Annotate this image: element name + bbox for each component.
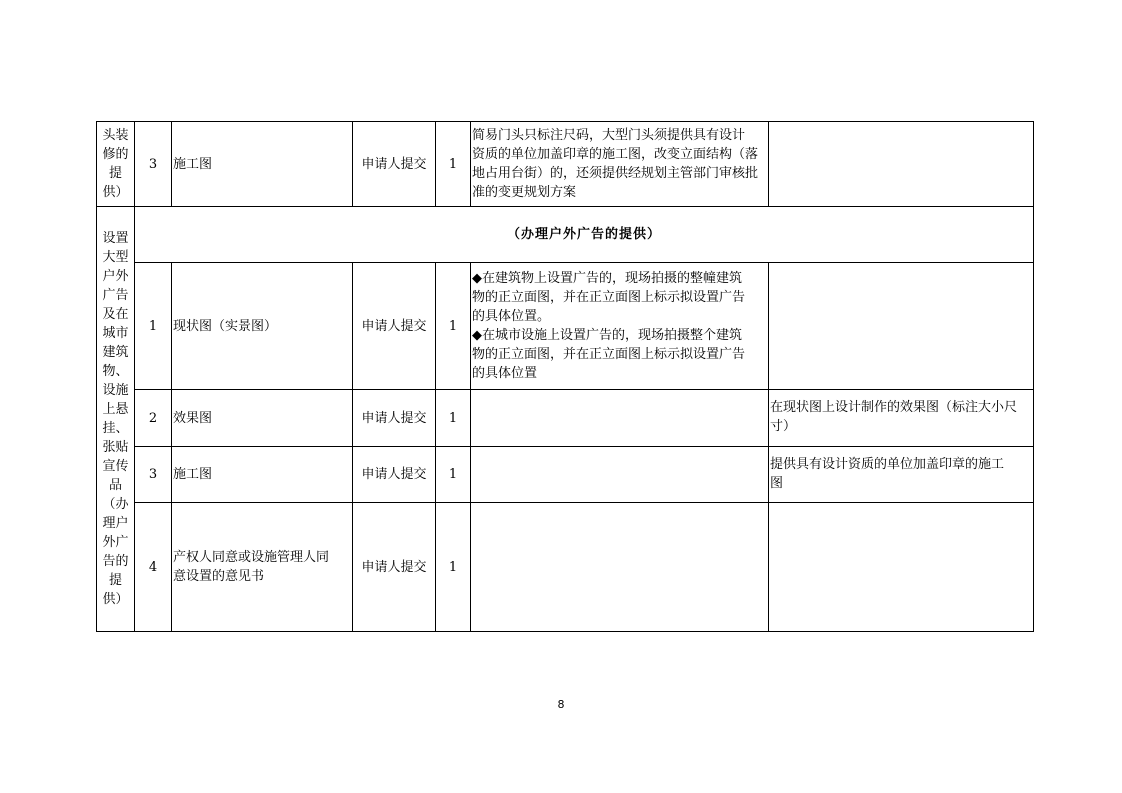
item-source: 申请人提交: [353, 390, 436, 447]
item-source: 申请人提交: [353, 447, 436, 503]
category-cell: 头装 修的 提 供）: [97, 122, 135, 207]
item-quantity: 1: [436, 503, 471, 632]
item-number: 3: [135, 122, 172, 207]
item-number: 2: [135, 390, 172, 447]
item-note: 在现状图上设计制作的效果图（标注大小尺 寸）: [769, 390, 1034, 447]
item-source: 申请人提交: [353, 263, 436, 390]
item-name: 产权人同意或设施管理人同 意设置的意见书: [172, 503, 353, 632]
item-source: 申请人提交: [353, 503, 436, 632]
page-number: 8: [557, 698, 565, 711]
item-requirement: ◆在建筑物上设置广告的，现场拍摄的整幢建筑 物的正立面图，并在正立面图上标示拟设置广告 的具体位置。 ◆在城市设施上设置广告的，现场拍摄整个建筑 物的正立面图，并在正立面图上标示拟设置广告 的具体位置: [471, 263, 769, 390]
item-requirement: [471, 503, 769, 632]
item-number: 3: [135, 447, 172, 503]
item-quantity: 1: [436, 447, 471, 503]
item-note: 提供具有设计资质的单位加盖印章的施工 图: [769, 447, 1034, 503]
item-note: [769, 503, 1034, 632]
item-quantity: 1: [436, 390, 471, 447]
item-number: 1: [135, 263, 172, 390]
item-requirement: 简易门头只标注尺码，大型门头须提供具有设计 资质的单位加盖印章的施工图，改变立面结构（落 地占用台街）的，还须提供经规划主管部门审核批 准的变更规划方案: [471, 122, 769, 207]
item-name: 现状图（实景图）: [172, 263, 353, 390]
item-source: 申请人提交: [353, 122, 436, 207]
item-name: 施工图: [172, 447, 353, 503]
item-quantity: 1: [436, 263, 471, 390]
item-name: 效果图: [172, 390, 353, 447]
item-note: [769, 263, 1034, 390]
table-row: [97, 263, 1034, 390]
table-row: [97, 207, 1034, 263]
category-cell: 设置 大型 户外 广告 及在 城市 建筑 物、 设施 上悬 挂、 张贴 宣传 品 （办 理户 外广 告的 提 供）: [97, 207, 135, 632]
item-requirement: [471, 390, 769, 447]
table-row: [97, 503, 1034, 632]
table-row: [97, 122, 1034, 207]
table-row: [97, 447, 1034, 503]
item-name: 施工图: [172, 122, 353, 207]
table-row: [97, 390, 1034, 447]
item-number: 4: [135, 503, 172, 632]
materials-table: [96, 121, 1034, 632]
item-quantity: 1: [436, 122, 471, 207]
section-title: （办理户外广告的提供）: [135, 207, 1034, 263]
item-note: [769, 122, 1034, 207]
item-requirement: [471, 447, 769, 503]
